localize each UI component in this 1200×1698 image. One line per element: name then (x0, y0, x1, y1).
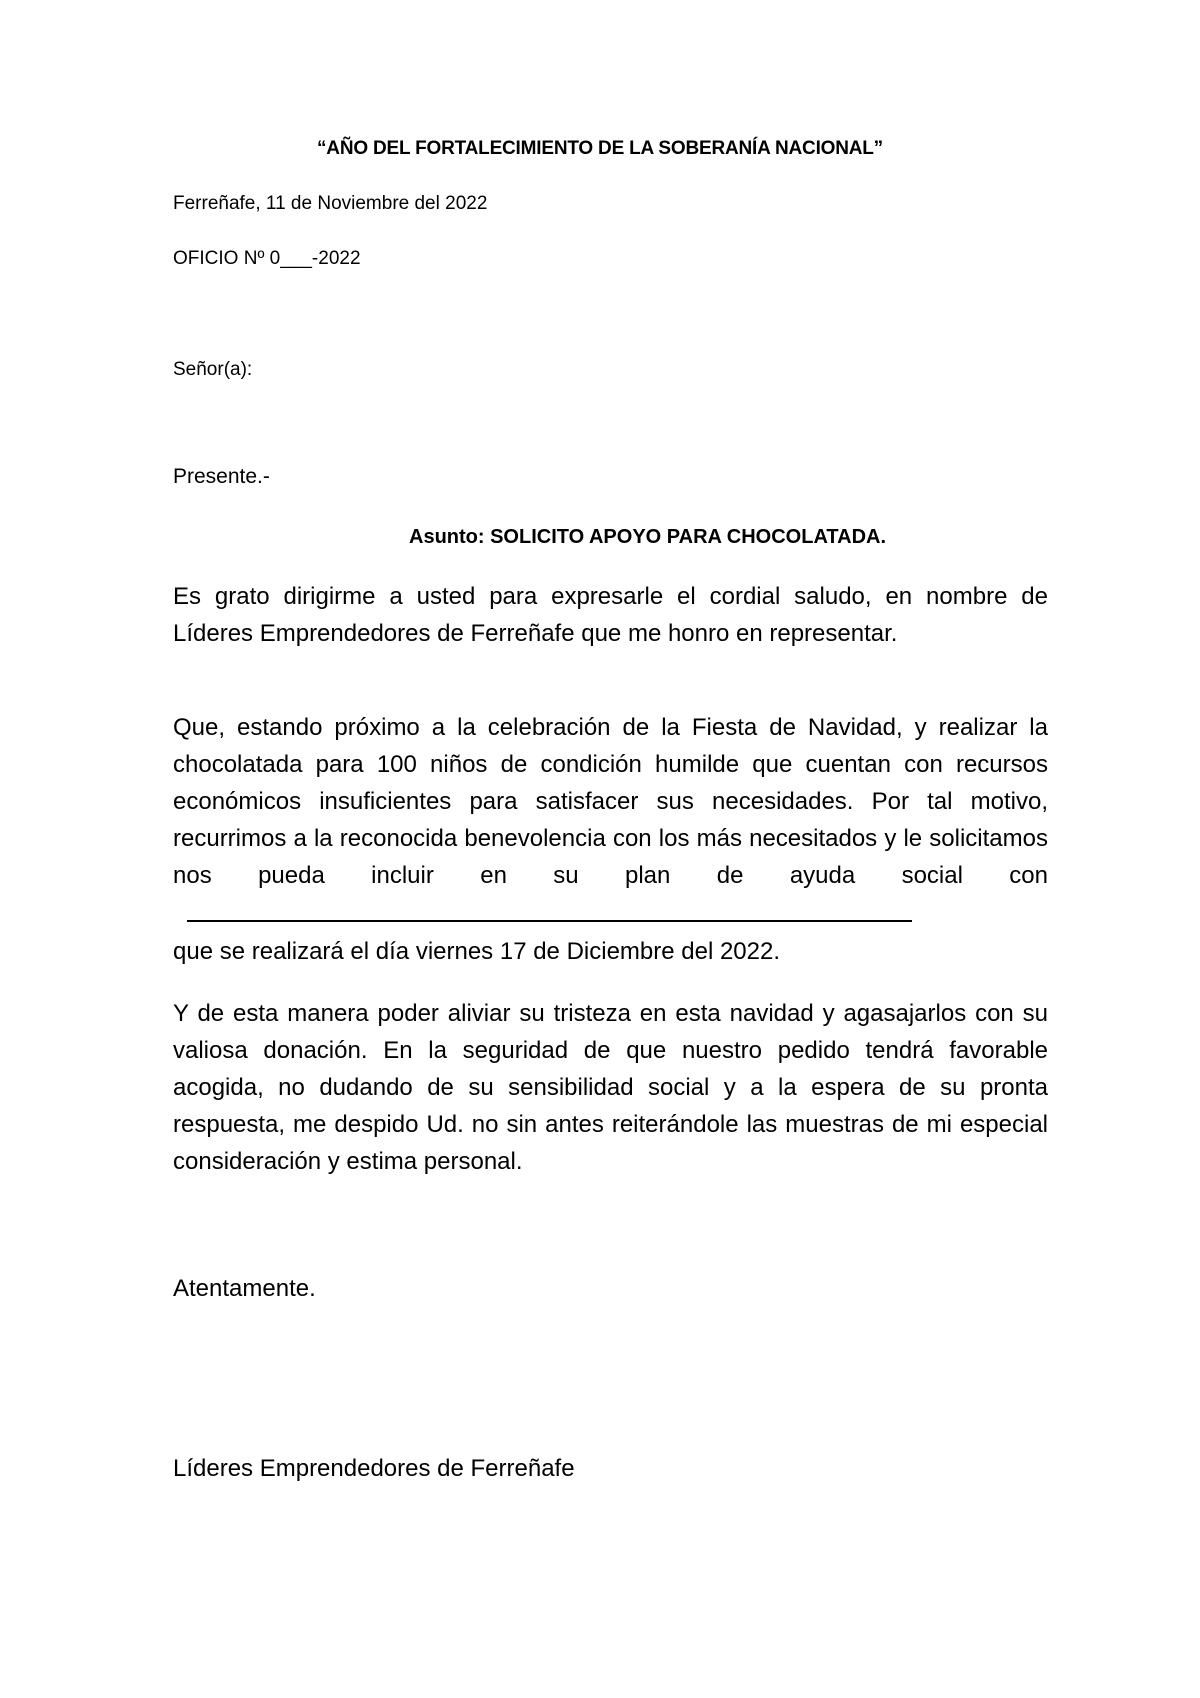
signature-line: Líderes Emprendedores de Ferreñafe (173, 1455, 575, 1482)
recipient-salutation: Señor(a): (173, 359, 253, 380)
oficio-number: OFICIO Nº 0___-2022 (173, 248, 361, 269)
blank-fill-line (187, 894, 912, 922)
place-date: Ferreñafe, 11 de Noviembre del 2022 (173, 193, 488, 214)
presente-line: Presente.- (173, 465, 270, 488)
year-title: “AÑO DEL FORTALECIMIENTO DE LA SOBERANÍA NACIONAL” (317, 138, 883, 159)
paragraph-request (173, 709, 1048, 970)
paragraph-request-text: Que, estando próximo a la celebración de la Fiesta de Navidad, y realizar la chocolatada para 100 niños de condición humilde que cuentan con recursos económicos insuficientes para satisfacer sus necesidades. Por tal motivo, recurrimos a la reconocida benevolencia con los más necesitados y le solicitamos nos pueda incluir en su plan de ayuda social con (173, 714, 1048, 889)
closing-line: Atentamente. (173, 1275, 316, 1302)
paragraph-greeting: Es grato dirigirme a usted para expresarle el cordial saludo, en nombre de Líderes Emprendedores de Ferreñafe que me honro en representar. (173, 583, 1048, 647)
paragraph-request-date: que se realizará el día viernes 17 de Diciembre del 2022. (173, 938, 781, 965)
paragraph-closing-remarks: Y de esta manera poder aliviar su tristeza en esta navidad y agasajarlos con su valiosa donación. En la seguridad de que nuestro pedido tendrá favorable acogida, no dudando de su sensibilidad social y a la espera de su pronta respuesta, me despido Ud. no sin antes reiterándole las muestras de mi especial consideración y estima personal. (173, 1000, 1048, 1175)
subject-line (409, 525, 886, 549)
subject-label: Asunto: (409, 526, 491, 548)
subject-text: SOLICITO APOYO PARA CHOCOLATADA. (490, 526, 887, 548)
